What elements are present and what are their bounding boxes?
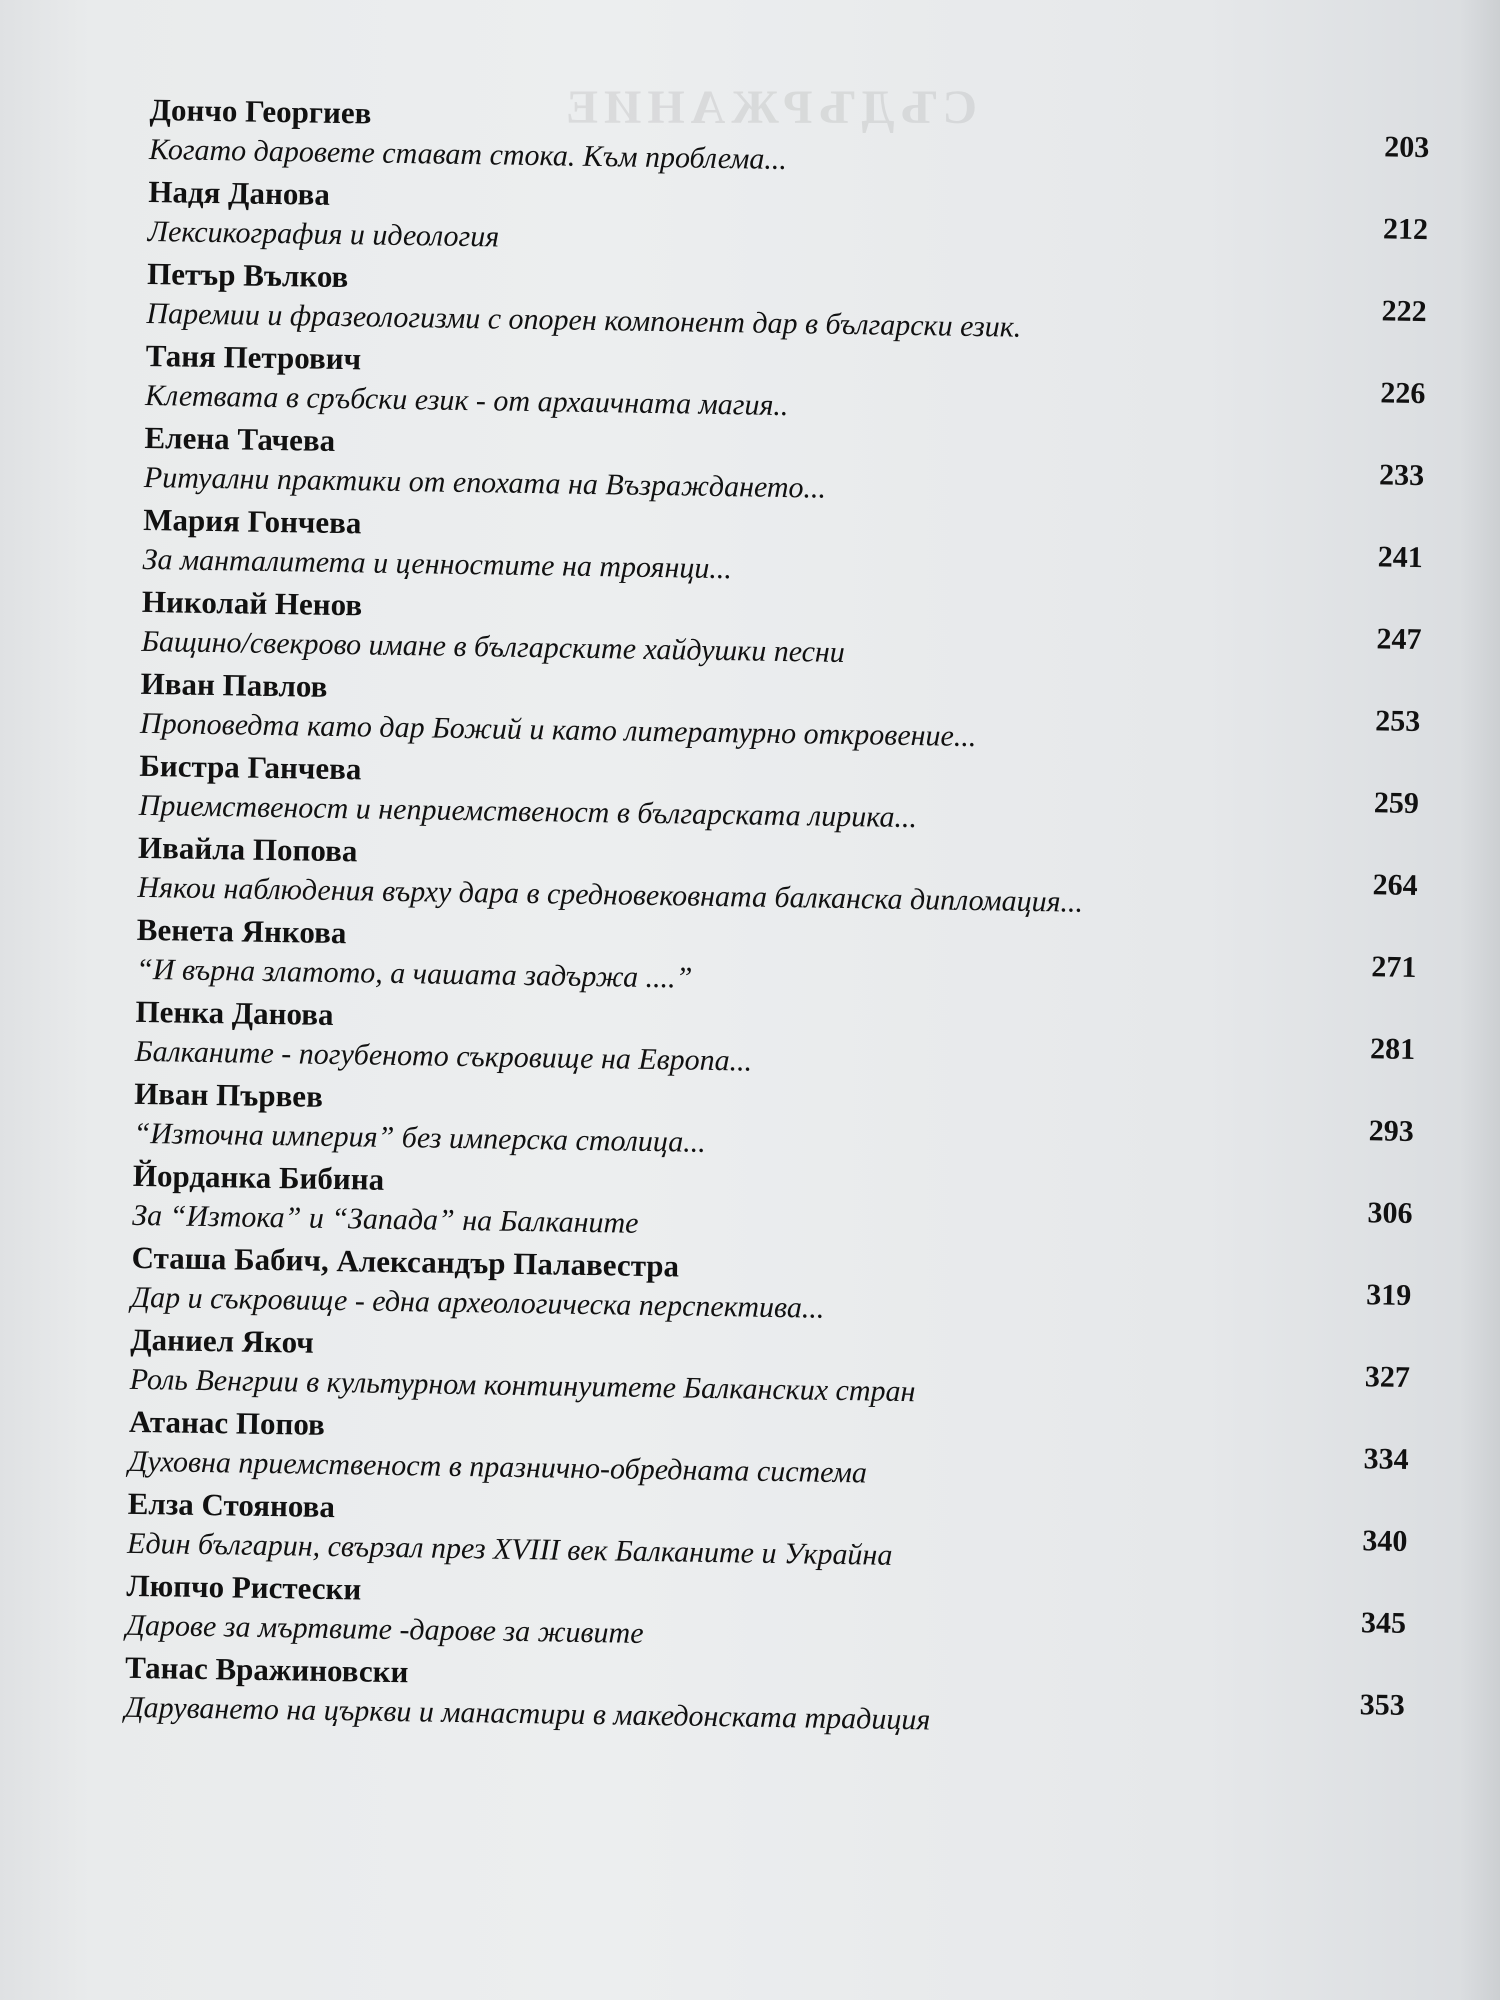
toc-title: За манталитета и ценностите на троянци... bbox=[142, 542, 733, 586]
toc-author: Николай Ненов bbox=[141, 583, 363, 623]
toc-page-number: 306 bbox=[1367, 1196, 1413, 1230]
toc-page-number: 226 bbox=[1380, 376, 1426, 411]
toc-page-number: 247 bbox=[1376, 622, 1422, 657]
toc-page-number: 327 bbox=[1364, 1360, 1411, 1394]
toc-title: Приемственост и неприемственост в българската лирика... bbox=[138, 788, 918, 835]
toc-title: Дарове за мъртвите -дарове за живите bbox=[125, 1608, 644, 1650]
toc-author: Йорданка Бибина bbox=[132, 1157, 385, 1197]
toc-title: Някои наблюдения върху дара в средновековната балканска дипломация... bbox=[137, 870, 1084, 919]
toc-author: Ивайла Попова bbox=[137, 829, 358, 869]
page-edge-shadow bbox=[1460, 0, 1500, 2000]
toc-author: Пенка Данова bbox=[135, 993, 334, 1032]
toc-page-number: 203 bbox=[1383, 130, 1430, 165]
toc-page-number: 281 bbox=[1369, 1032, 1416, 1066]
toc-author: Иван Първев bbox=[133, 1075, 324, 1114]
toc-title: За “Изтока” и “Запада” на Балканите bbox=[132, 1198, 639, 1240]
toc-title: “И върна златото, а чашата задържа ....” bbox=[135, 952, 693, 995]
toc-title: Роль Венгрии в культурном континуитете Балканских стран bbox=[129, 1362, 916, 1409]
toc-author: Танас Вражиновски bbox=[124, 1649, 409, 1690]
toc-page-number: 345 bbox=[1360, 1606, 1407, 1640]
toc-title: Проповедта като дар Божий и като литературно откровение... bbox=[139, 706, 977, 754]
toc-author: Дончо Георгиев bbox=[149, 91, 372, 131]
toc-title: Бащино/свекрово имане в българските хайдушки песни bbox=[141, 624, 846, 669]
toc-author: Таня Петрович bbox=[145, 337, 362, 377]
toc-page-number: 222 bbox=[1381, 294, 1427, 329]
toc-page-number: 334 bbox=[1363, 1442, 1409, 1476]
toc-page-number: 293 bbox=[1368, 1114, 1415, 1148]
toc-page-number: 241 bbox=[1377, 540, 1424, 575]
toc-author: Даниел Якоч bbox=[130, 1321, 315, 1360]
toc-author: Надя Данова bbox=[148, 173, 331, 212]
toc-author: Мария Гончева bbox=[142, 501, 362, 541]
toc-page-number: 264 bbox=[1372, 868, 1418, 903]
toc-title: Даруването на църкви и манастири в македонската традиция bbox=[124, 1690, 931, 1737]
toc-title: Един българин, свързал през XVIII век Балканите и Украйна bbox=[126, 1526, 893, 1572]
toc-author: Петър Вълков bbox=[146, 255, 349, 295]
toc-page-number: 259 bbox=[1373, 786, 1420, 821]
toc-page-number: 340 bbox=[1362, 1524, 1408, 1558]
toc-author: Атанас Попов bbox=[128, 1403, 326, 1442]
toc-page-number: 271 bbox=[1371, 950, 1417, 984]
toc-title: Ритуални практики от епохата на Възраждането... bbox=[143, 460, 827, 505]
toc-author: Сташа Бабич, Александър Палавестра bbox=[131, 1239, 680, 1284]
toc-author: Венета Янкова bbox=[136, 911, 347, 951]
toc-page-number: 212 bbox=[1382, 212, 1429, 247]
table-of-contents bbox=[124, 90, 1430, 1750]
toc-title: Духовна приемственост в празнично-обредната система bbox=[128, 1444, 868, 1490]
toc-author: Люпчо Ристески bbox=[126, 1567, 362, 1607]
toc-author: Елена Тачева bbox=[144, 419, 336, 458]
toc-title: “Източна империя” без имперска столица... bbox=[133, 1116, 706, 1159]
toc-author: Елза Стоянова bbox=[127, 1485, 336, 1525]
toc-title: Балканите - погубеното съкровище на Европа... bbox=[134, 1034, 753, 1078]
toc-page-number: 233 bbox=[1378, 458, 1425, 493]
toc-title: Дар и съкровище - една археологическа перспектива... bbox=[130, 1280, 825, 1325]
toc-title: Клетвата в сръбски език - от архаичната магия.. bbox=[144, 378, 789, 423]
bleed-through-heading: СЪДЪРЖАНИЕ bbox=[560, 81, 977, 134]
toc-page-number: 253 bbox=[1374, 704, 1421, 739]
toc-title: Лексикография и идеология bbox=[147, 214, 500, 254]
toc-author: Иван Павлов bbox=[140, 665, 328, 704]
toc-title: Паремии и фразеологизми с опорен компонент дар в български език. bbox=[146, 296, 1022, 344]
toc-title: Когато даровете стават стока. Към проблема... bbox=[148, 132, 788, 177]
toc-author: Бистра Ганчева bbox=[139, 747, 362, 787]
toc-page-number: 319 bbox=[1365, 1278, 1412, 1312]
toc-page-number: 353 bbox=[1359, 1688, 1406, 1722]
